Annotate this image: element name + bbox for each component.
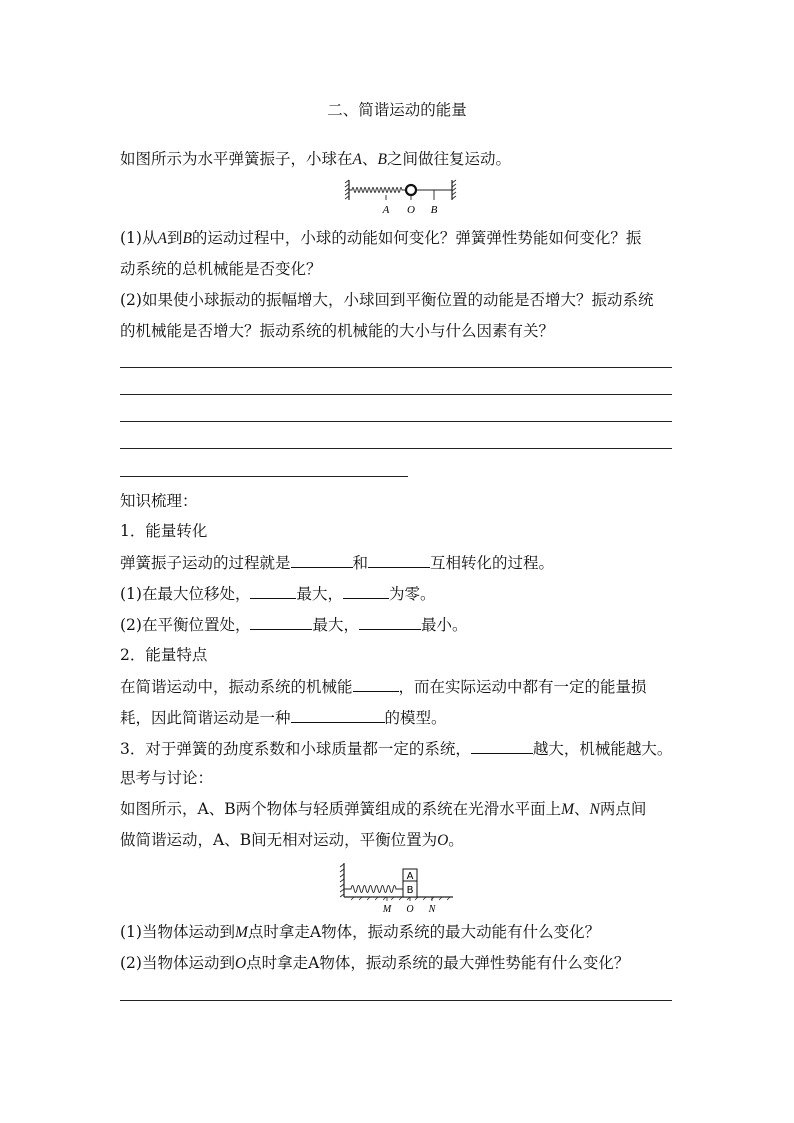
block-b-label: B xyxy=(406,885,414,896)
answer-line xyxy=(120,448,672,449)
fill-blank[interactable] xyxy=(359,614,421,630)
section-1-title: 1．能量转化 xyxy=(120,522,208,540)
section-2-line-2: 耗，因此简谐运动是一种 的模型。 xyxy=(120,709,447,727)
section-3-line: 3．对于弹簧的劲度系数和小球质量都一定的系统， 越大，机械能越大。 xyxy=(120,740,673,758)
answer-line xyxy=(120,367,672,368)
fill-blank[interactable] xyxy=(471,738,533,754)
fill-blank[interactable] xyxy=(291,552,353,568)
fill-blank[interactable] xyxy=(250,583,296,599)
section-title: 二、简谐运动的能量 xyxy=(327,101,467,119)
discussion-question-2: (2)当物体运动到O点时拿走A物体，振动系统的最大弹性势能有什么变化？ xyxy=(120,954,630,972)
label-a: A xyxy=(382,204,390,216)
section-1-item-1: (1)在最大位移处， 最大， 为零。 xyxy=(120,585,436,603)
discussion-heading: 思考与讨论： xyxy=(120,769,214,787)
label-o: O xyxy=(406,904,414,915)
spring-oscillator-figure xyxy=(344,178,460,218)
wall xyxy=(340,863,344,897)
block-a-label: A xyxy=(406,871,414,882)
answer-line xyxy=(120,476,408,477)
ball xyxy=(406,185,416,195)
spring xyxy=(349,188,406,193)
section-2-line-1: 在简谐运动中，振动系统的机械能 ，而在实际运动中都有一定的能量损 xyxy=(120,678,647,696)
answer-line xyxy=(120,421,672,422)
fill-blank[interactable] xyxy=(343,583,389,599)
answer-line xyxy=(120,1000,672,1001)
label-m: M xyxy=(382,904,392,915)
question-1-line-1: (1)从A到B的运动过程中，小球的动能如何变化？弹簧弹性势能如何变化？振 xyxy=(120,229,642,247)
fill-blank[interactable] xyxy=(353,676,399,692)
fill-blank[interactable] xyxy=(368,552,430,568)
section-2-title: 2．能量特点 xyxy=(120,646,208,664)
discussion-line-2: 做简谐运动，A、B间无相对运动，平衡位置为O。 xyxy=(120,831,464,849)
label-n: N xyxy=(428,904,436,915)
question-2-line-2: 的机械能是否增大？振动系统的机械能的大小与什么因素有关？ xyxy=(120,322,555,340)
stacked-blocks-figure xyxy=(337,861,461,915)
question-2-line-1: (2)如果使小球振动的振幅增大，小球回到平衡位置的动能是否增大？振动系统 xyxy=(120,291,654,309)
answer-line xyxy=(120,394,672,395)
question-1-line-2: 动系统的总机械能是否变化？ xyxy=(120,260,322,278)
label-b: B xyxy=(430,204,438,216)
section-1-text: 弹簧振子运动的过程就是 和 互相转化的过程。 xyxy=(120,554,555,572)
left-wall xyxy=(345,180,349,200)
intro-text: 如图所示为水平弹簧振子，小球在A、B之间做往复运动。 xyxy=(120,150,511,168)
spring xyxy=(344,886,403,893)
knowledge-heading: 知识梳理： xyxy=(120,492,198,510)
discussion-line-1: 如图所示，A、B两个物体与轻质弹簧组成的系统在光滑水平面上M、N两点间 xyxy=(120,800,647,818)
section-1-item-2: (2)在平衡位置处， 最大， 最小。 xyxy=(120,616,468,634)
label-o: O xyxy=(407,204,415,216)
discussion-question-1: (1)当物体运动到M点时拿走A物体，振动系统的最大动能有什么变化？ xyxy=(120,923,601,941)
fill-blank[interactable] xyxy=(250,614,312,630)
fill-blank[interactable] xyxy=(291,707,385,723)
right-wall xyxy=(452,180,456,200)
